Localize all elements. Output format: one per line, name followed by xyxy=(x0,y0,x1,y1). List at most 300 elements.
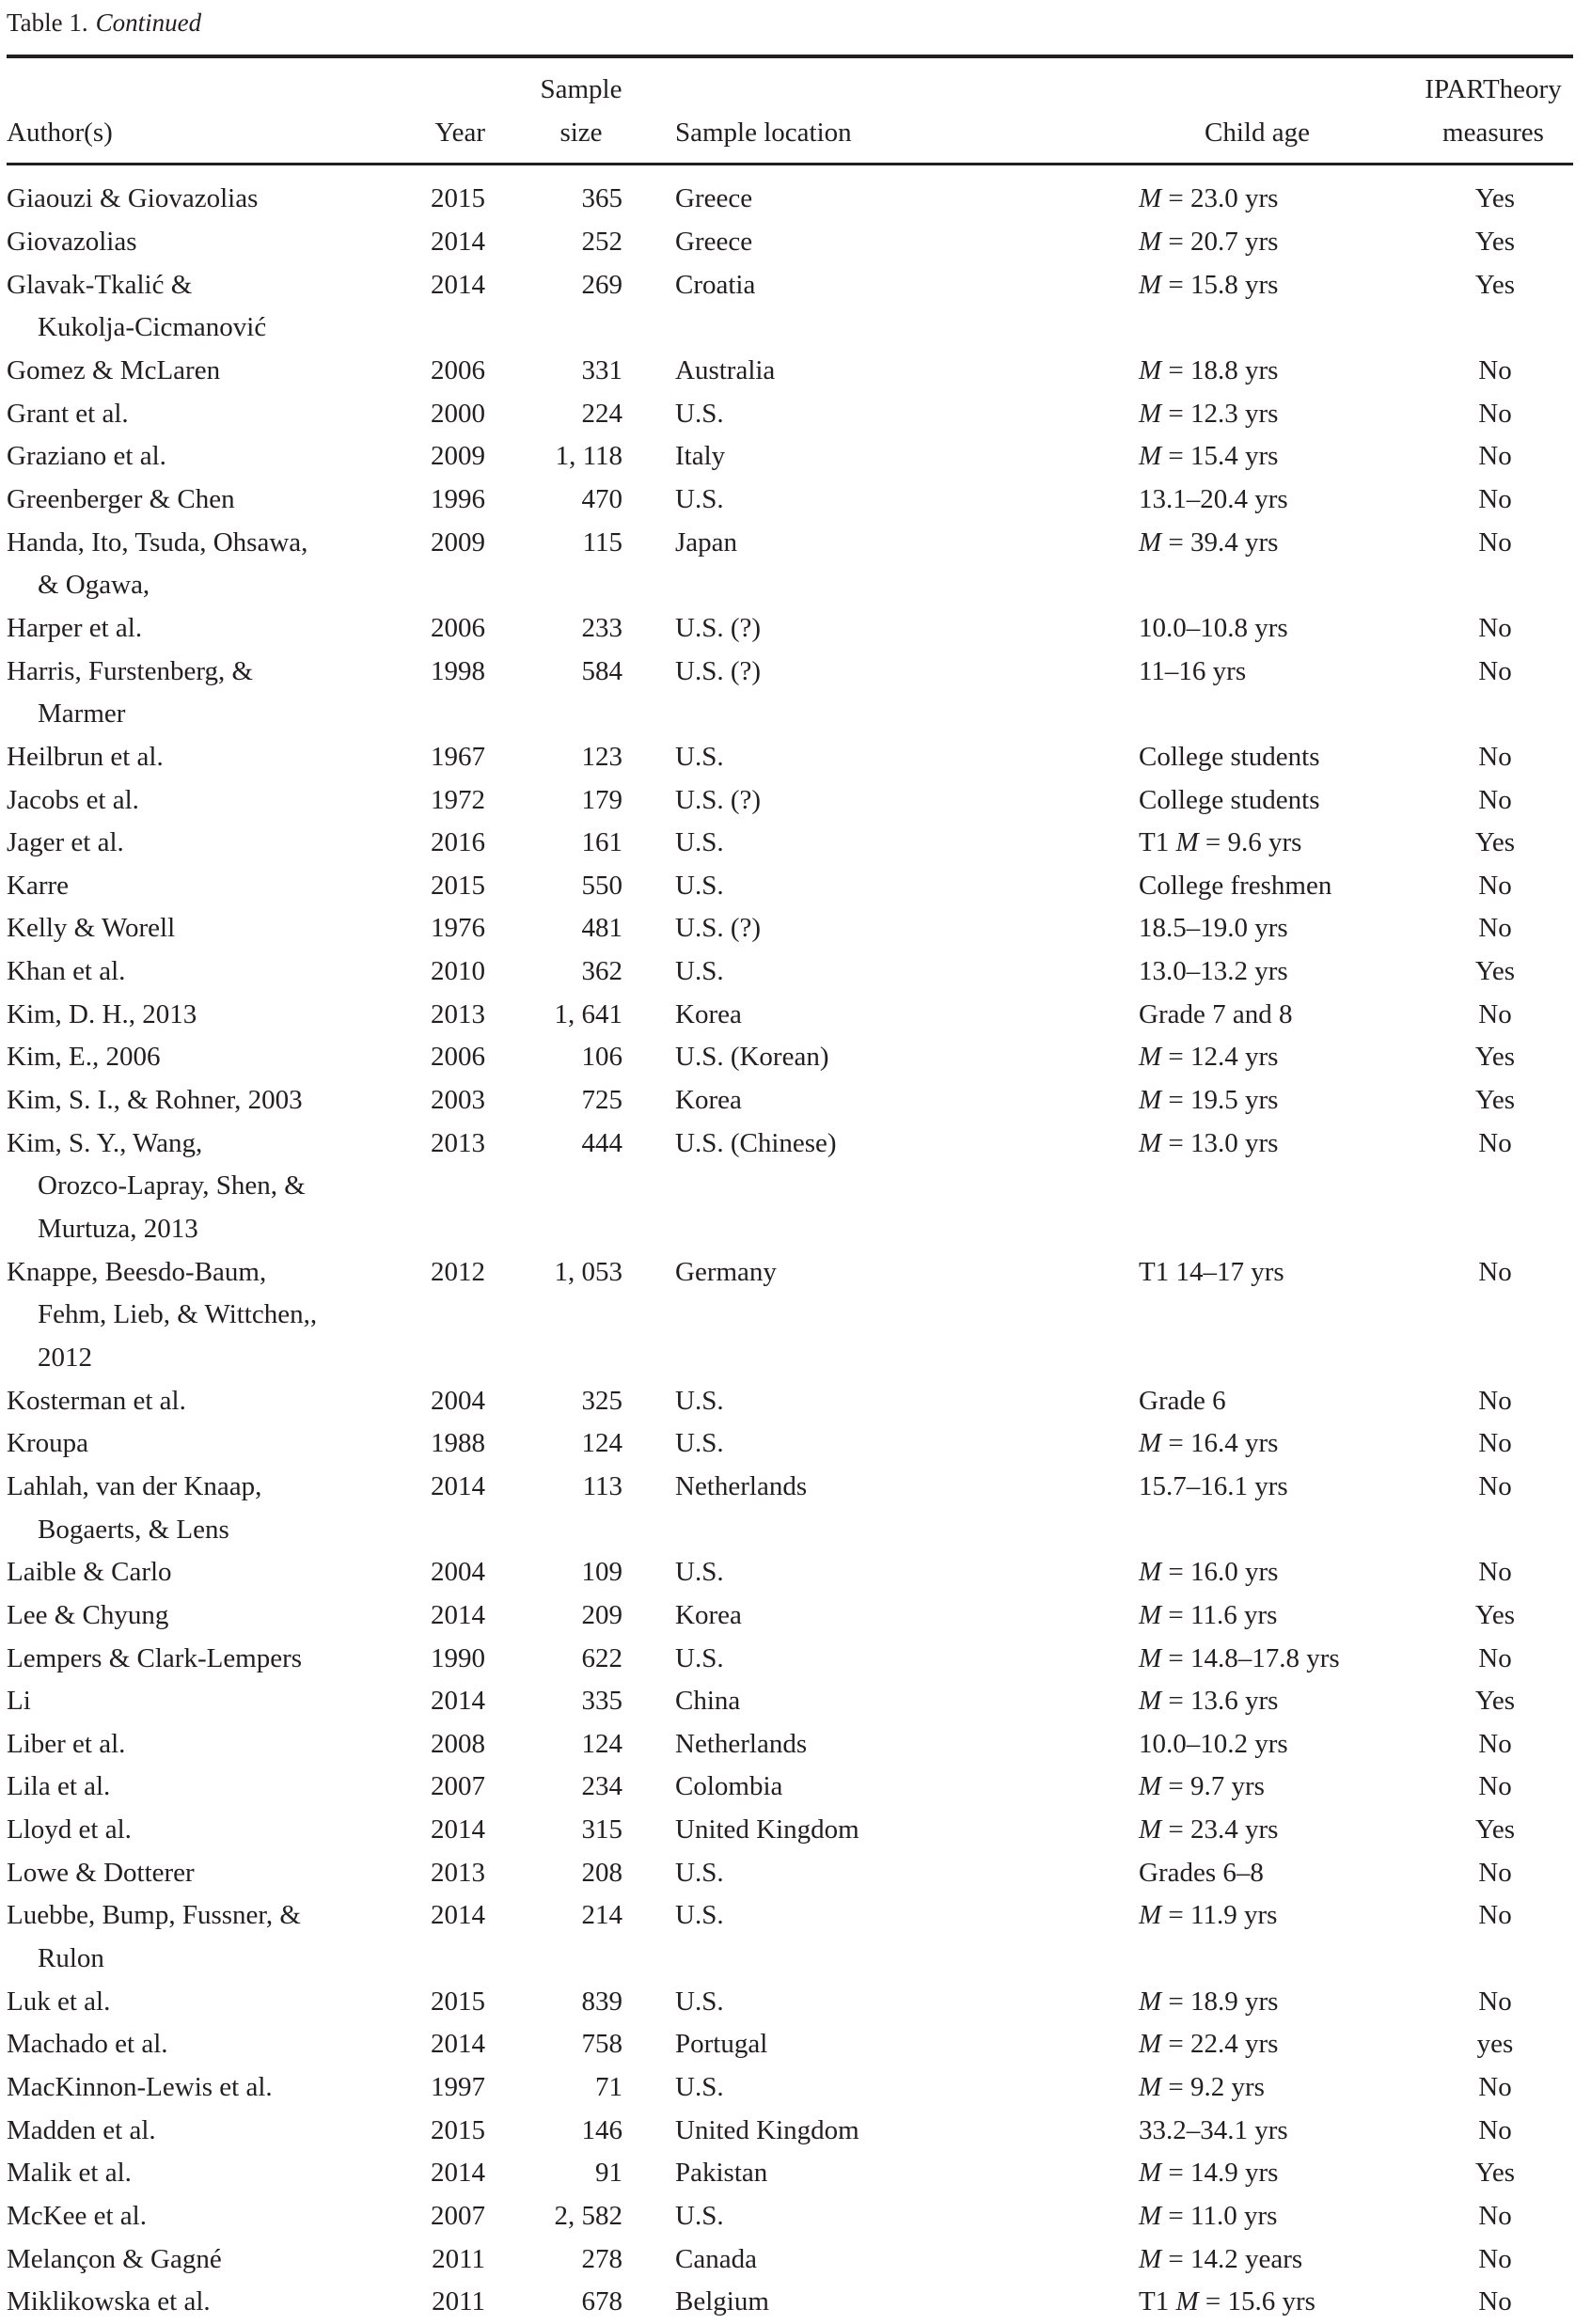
ipartheory-measures-cell: No xyxy=(1478,1557,1512,1588)
sample-location-cell: Italy xyxy=(675,441,726,472)
mean-symbol: M xyxy=(1139,269,1162,300)
age-value: = 15.8 yrs xyxy=(1161,269,1279,300)
author-cell: Malik et al. xyxy=(7,2158,132,2189)
sample-location-cell: U.S. xyxy=(675,398,724,429)
author-cell: Lila et al. xyxy=(7,1771,111,1802)
age-value: = 22.4 yrs xyxy=(1161,2029,1279,2060)
sample-location-cell: U.S. xyxy=(675,1557,724,1588)
mean-symbol: M xyxy=(1175,827,1199,858)
age-value: = 14.9 yrs xyxy=(1161,2158,1279,2189)
sample-size-cell: 335 xyxy=(581,1686,622,1717)
year-cell: 2004 xyxy=(431,1557,485,1588)
sample-size-cell: 214 xyxy=(581,1900,622,1931)
age-value: = 12.4 yrs xyxy=(1161,1042,1279,1073)
author-cell: Harris, Furstenberg, & xyxy=(7,655,254,686)
ipartheory-measures-cell: Yes xyxy=(1474,827,1516,858)
age-value: = 20.7 yrs xyxy=(1161,227,1279,258)
sample-location-cell: Germany xyxy=(675,1256,777,1287)
child-age-cell xyxy=(1139,950,1288,994)
author-cell: Glavak-Tkalić & xyxy=(7,269,193,300)
child-age-cell xyxy=(1139,607,1288,651)
year-cell: 2012 xyxy=(431,1256,485,1287)
year-cell: 2015 xyxy=(431,870,485,901)
age-value: = 14.2 years xyxy=(1161,2243,1303,2274)
child-age-cell xyxy=(1139,907,1288,950)
author-cell: Kim, S. I., & Rohner, 2003 xyxy=(7,1085,303,1116)
author-cell: McKee et al. xyxy=(7,2200,147,2231)
sample-size-cell: 325 xyxy=(581,1385,622,1416)
author-cell: Lahlah, van der Knaap, xyxy=(7,1470,262,1501)
year-cell: 1972 xyxy=(431,784,485,815)
year-cell: 2006 xyxy=(431,612,485,643)
author-cell: Kelly & Worell xyxy=(7,913,176,944)
mean-symbol: M xyxy=(1139,1900,1162,1931)
sample-location-cell: U.S. xyxy=(675,1642,724,1673)
author-cell: Kroupa xyxy=(7,1428,88,1459)
ipartheory-measures-cell: No xyxy=(1478,784,1512,815)
child-age-cell xyxy=(1139,350,1278,393)
sample-location-cell: Korea xyxy=(675,998,742,1029)
child-age-cell xyxy=(1139,1680,1278,1723)
sample-size-cell: 123 xyxy=(581,741,622,772)
author-cell-continuation: Orozco-Lapray, Shen, & xyxy=(38,1170,306,1201)
year-cell: 2013 xyxy=(431,1857,485,1888)
age-value: 13.1–20.4 yrs xyxy=(1139,483,1288,514)
age-value: = 9.6 yrs xyxy=(1198,827,1302,858)
sample-location-cell: United Kingdom xyxy=(675,1814,859,1845)
ipartheory-measures-cell: Yes xyxy=(1474,1599,1516,1630)
header-sample-location: Sample location xyxy=(675,118,852,148)
header-child-age: Child age xyxy=(1205,118,1310,148)
age-value: 18.5–19.0 yrs xyxy=(1139,913,1288,944)
child-age-cell xyxy=(1139,2023,1278,2066)
ipartheory-measures-cell: Yes xyxy=(1474,269,1516,300)
ipartheory-measures-cell: No xyxy=(1478,1256,1512,1287)
year-cell: 2006 xyxy=(431,355,485,385)
child-age-cell xyxy=(1139,865,1331,908)
author-cell: Harper et al. xyxy=(7,612,143,643)
child-age-cell xyxy=(1139,2110,1288,2153)
header-rule xyxy=(7,163,1573,165)
year-cell: 2015 xyxy=(431,1986,485,2017)
ipartheory-measures-cell: Yes xyxy=(1474,183,1516,214)
author-cell: Lowe & Dotterer xyxy=(7,1857,195,1888)
age-value: 10.0–10.2 yrs xyxy=(1139,1728,1288,1759)
sample-location-cell: U.S. xyxy=(675,870,724,901)
sample-size-cell: 678 xyxy=(581,2286,622,2317)
child-age-cell xyxy=(1139,1551,1278,1594)
ipartheory-measures-cell: No xyxy=(1478,398,1512,429)
ipartheory-measures-cell: No xyxy=(1478,441,1512,472)
sample-size-cell: 725 xyxy=(581,1085,622,1116)
child-age-cell xyxy=(1139,2238,1302,2282)
age-value: 11–16 yrs xyxy=(1139,655,1247,686)
age-value: = 19.5 yrs xyxy=(1161,1085,1279,1116)
year-cell: 1988 xyxy=(431,1428,485,1459)
sample-size-cell: 91 xyxy=(595,2158,622,2189)
year-cell: 2010 xyxy=(431,956,485,987)
author-cell: Laible & Carlo xyxy=(7,1557,172,1588)
child-age-cell xyxy=(1139,1809,1278,1852)
year-cell: 1996 xyxy=(431,483,485,514)
sample-size-cell: 481 xyxy=(581,913,622,944)
child-age-cell xyxy=(1139,1079,1278,1123)
child-age-cell xyxy=(1139,1766,1265,1809)
author-cell: Li xyxy=(7,1686,31,1717)
ipartheory-measures-cell: No xyxy=(1478,1385,1512,1416)
child-age-cell xyxy=(1139,779,1320,823)
ipartheory-measures-cell: No xyxy=(1478,1127,1512,1158)
year-cell: 1990 xyxy=(431,1642,485,1673)
sample-size-cell: 1, 118 xyxy=(555,441,622,472)
sample-size-cell: 124 xyxy=(581,1728,622,1759)
child-age-cell xyxy=(1139,393,1278,436)
year-cell: 2014 xyxy=(431,269,485,300)
author-cell: Greenberger & Chen xyxy=(7,483,235,514)
mean-symbol: M xyxy=(1139,398,1162,429)
sample-location-cell: U.S. (Korean) xyxy=(675,1042,829,1073)
sample-size-cell: 233 xyxy=(581,612,622,643)
ipartheory-measures-cell: No xyxy=(1478,1428,1512,1459)
mean-symbol: M xyxy=(1139,2072,1162,2102)
age-value: = 14.8–17.8 yrs xyxy=(1161,1642,1340,1673)
author-cell: Kim, E., 2006 xyxy=(7,1042,161,1073)
sample-location-cell: U.S. xyxy=(675,1428,724,1459)
sample-size-cell: 331 xyxy=(581,355,622,385)
age-value: College freshmen xyxy=(1139,870,1332,901)
mean-symbol: M xyxy=(1139,1814,1162,1845)
child-age-cell xyxy=(1139,1894,1277,1938)
age-value: = 13.6 yrs xyxy=(1161,1686,1279,1717)
table-caption xyxy=(7,8,201,38)
child-age-cell xyxy=(1139,522,1278,565)
ipartheory-measures-cell: Yes xyxy=(1474,227,1516,258)
sample-size-cell: 758 xyxy=(581,2029,622,2060)
ipartheory-measures-cell: No xyxy=(1478,998,1512,1029)
mean-symbol: M xyxy=(1139,1042,1162,1073)
mean-symbol: M xyxy=(1139,1771,1162,1802)
child-age-cell xyxy=(1139,1251,1284,1295)
sample-size-cell: 208 xyxy=(581,1857,622,1888)
sample-location-cell: Australia xyxy=(675,355,776,385)
ipartheory-measures-cell: No xyxy=(1478,1470,1512,1501)
child-age-cell xyxy=(1139,1594,1277,1638)
ipartheory-measures-cell: Yes xyxy=(1474,1042,1516,1073)
ipartheory-measures-cell: No xyxy=(1478,2072,1512,2102)
age-value: = 9.7 yrs xyxy=(1161,1771,1265,1802)
author-cell: Jager et al. xyxy=(7,827,124,858)
sample-location-cell: U.S. xyxy=(675,956,724,987)
age-value: Grades 6–8 xyxy=(1139,1857,1264,1888)
year-cell: 2006 xyxy=(431,1042,485,1073)
year-cell: 2011 xyxy=(432,2243,485,2274)
author-cell: MacKinnon-Lewis et al. xyxy=(7,2072,273,2102)
age-prefix: T1 xyxy=(1139,827,1176,858)
age-prefix: T1 xyxy=(1139,2286,1176,2317)
sample-size-cell: 315 xyxy=(581,1814,622,1845)
sample-location-cell: U.S. (?) xyxy=(675,913,762,944)
ipartheory-measures-cell: No xyxy=(1478,2114,1512,2145)
sample-location-cell: U.S. xyxy=(675,1385,724,1416)
mean-symbol: M xyxy=(1139,2243,1162,2274)
sample-location-cell: U.S. xyxy=(675,827,724,858)
author-cell: Machado et al. xyxy=(7,2029,168,2060)
age-value: = 18.9 yrs xyxy=(1161,1986,1279,2017)
sample-location-cell: U.S. (?) xyxy=(675,612,762,643)
year-cell: 1997 xyxy=(431,2072,485,2102)
author-cell: Giovazolias xyxy=(7,227,137,258)
year-cell: 1998 xyxy=(431,655,485,686)
mean-symbol: M xyxy=(1139,227,1162,258)
sample-size-cell: 146 xyxy=(581,2114,622,2145)
top-rule xyxy=(7,55,1573,58)
year-cell: 2013 xyxy=(431,1127,485,1158)
sample-size-cell: 362 xyxy=(581,956,622,987)
age-value: = 16.0 yrs xyxy=(1161,1557,1279,1588)
year-cell: 2016 xyxy=(431,827,485,858)
ipartheory-measures-cell: No xyxy=(1478,1728,1512,1759)
sample-location-cell: Netherlands xyxy=(675,1728,808,1759)
child-age-cell xyxy=(1139,1981,1278,2024)
sample-size-cell: 269 xyxy=(581,269,622,300)
author-cell: Knappe, Beesdo-Baum, xyxy=(7,1256,267,1287)
author-cell: Melançon & Gagné xyxy=(7,2243,222,2274)
author-cell: Lee & Chyung xyxy=(7,1599,169,1630)
age-value: = 11.9 yrs xyxy=(1161,1900,1278,1931)
author-cell: Khan et al. xyxy=(7,956,126,987)
year-cell: 2014 xyxy=(431,227,485,258)
ipartheory-measures-cell: No xyxy=(1478,2200,1512,2231)
sample-size-cell: 1, 641 xyxy=(554,998,622,1029)
author-cell: Luk et al. xyxy=(7,1986,111,2017)
author-cell: Kim, S. Y., Wang, xyxy=(7,1127,203,1158)
year-cell: 2007 xyxy=(431,2200,485,2231)
year-cell: 2014 xyxy=(431,1814,485,1845)
year-cell: 2007 xyxy=(431,1771,485,1802)
mean-symbol: M xyxy=(1139,441,1162,472)
child-age-cell xyxy=(1139,178,1278,221)
ipartheory-measures-cell: No xyxy=(1478,1986,1512,2017)
ipartheory-measures-cell: Yes xyxy=(1474,2158,1516,2189)
child-age-cell xyxy=(1139,2281,1315,2324)
ipartheory-measures-cell: No xyxy=(1478,1900,1512,1931)
child-age-cell xyxy=(1139,1036,1278,1079)
table-continued-label: Continued xyxy=(95,8,202,37)
year-cell: 1967 xyxy=(431,741,485,772)
mean-symbol: M xyxy=(1139,1557,1162,1588)
child-age-cell xyxy=(1139,994,1292,1037)
header-author: Author(s) xyxy=(7,118,113,148)
age-value: T1 14–17 yrs xyxy=(1139,1256,1284,1287)
age-value: 15.7–16.1 yrs xyxy=(1139,1470,1288,1501)
author-cell-continuation: Rulon xyxy=(38,1943,104,1974)
author-cell: Miklikowska et al. xyxy=(7,2286,211,2317)
age-value: 10.0–10.8 yrs xyxy=(1139,612,1288,643)
ipartheory-measures-cell: No xyxy=(1478,1771,1512,1802)
year-cell: 2000 xyxy=(431,398,485,429)
sample-size-cell: 470 xyxy=(581,483,622,514)
sample-location-cell: China xyxy=(675,1686,741,1717)
sample-location-cell: Pakistan xyxy=(675,2158,768,2189)
sample-location-cell: Korea xyxy=(675,1085,742,1116)
author-cell: Luebbe, Bump, Fussner, & xyxy=(7,1900,301,1931)
sample-size-cell: 234 xyxy=(581,1771,622,1802)
year-cell: 2014 xyxy=(431,1599,485,1630)
child-age-cell xyxy=(1139,2195,1277,2238)
author-cell-continuation: Marmer xyxy=(38,699,126,730)
header-ipar-line1: IPARTheory xyxy=(1425,74,1562,104)
sample-location-cell: Japan xyxy=(675,526,738,557)
sample-location-cell: U.S. xyxy=(675,1900,724,1931)
author-cell-continuation: Kukolja-Cicmanović xyxy=(38,312,267,343)
ipartheory-measures-cell: yes xyxy=(1476,2029,1514,2060)
sample-size-cell: 444 xyxy=(581,1127,622,1158)
sample-location-cell: Netherlands xyxy=(675,1470,808,1501)
age-value: = 23.4 yrs xyxy=(1161,1814,1279,1845)
author-cell: Liber et al. xyxy=(7,1728,126,1759)
author-cell: Kim, D. H., 2013 xyxy=(7,998,197,1029)
table-number: Table 1. xyxy=(7,8,88,37)
year-cell: 2009 xyxy=(431,526,485,557)
ipartheory-measures-cell: No xyxy=(1478,655,1512,686)
mean-symbol: M xyxy=(1139,2200,1162,2231)
mean-symbol: M xyxy=(1139,2158,1162,2189)
sample-location-cell: U.S. (?) xyxy=(675,655,762,686)
mean-symbol: M xyxy=(1139,1127,1162,1158)
author-cell: Gomez & McLaren xyxy=(7,355,221,385)
author-cell: Kosterman et al. xyxy=(7,1385,186,1416)
sample-location-cell: U.S. xyxy=(675,2200,724,2231)
sample-location-cell: Portugal xyxy=(675,2029,768,2060)
year-cell: 2014 xyxy=(431,1900,485,1931)
sample-size-cell: 179 xyxy=(581,784,622,815)
age-value: = 15.4 yrs xyxy=(1161,441,1279,472)
sample-size-cell: 2, 582 xyxy=(554,2200,622,2231)
sample-size-cell: 278 xyxy=(581,2243,622,2274)
author-cell-continuation: & Ogawa, xyxy=(38,570,150,601)
mean-symbol: M xyxy=(1139,1085,1162,1116)
sample-size-cell: 550 xyxy=(581,870,622,901)
age-value: Grade 6 xyxy=(1139,1385,1226,1416)
ipartheory-measures-cell: No xyxy=(1478,355,1512,385)
ipartheory-measures-cell: No xyxy=(1478,870,1512,901)
ipartheory-measures-cell: No xyxy=(1478,2243,1512,2274)
sample-size-cell: 252 xyxy=(581,227,622,258)
child-age-cell xyxy=(1139,2152,1278,2195)
ipartheory-measures-cell: No xyxy=(1478,1642,1512,1673)
child-age-cell xyxy=(1139,479,1288,522)
age-value: = 23.0 yrs xyxy=(1161,183,1279,214)
sample-location-cell: U.S. xyxy=(675,1857,724,1888)
child-age-cell xyxy=(1139,264,1278,307)
child-age-cell xyxy=(1139,736,1320,779)
author-cell: Handa, Ito, Tsuda, Ohsawa, xyxy=(7,526,308,557)
age-value: = 11.0 yrs xyxy=(1161,2200,1278,2231)
year-cell: 2003 xyxy=(431,1085,485,1116)
author-cell: Grant et al. xyxy=(7,398,129,429)
child-age-cell xyxy=(1139,2066,1265,2110)
year-cell: 2014 xyxy=(431,2029,485,2060)
header-year: Year xyxy=(434,118,485,148)
sample-location-cell: Greece xyxy=(675,183,753,214)
age-value: = 12.3 yrs xyxy=(1161,398,1279,429)
author-cell: Jacobs et al. xyxy=(7,784,139,815)
author-cell: Lloyd et al. xyxy=(7,1814,132,1845)
year-cell: 2009 xyxy=(431,441,485,472)
sample-location-cell: U.S. xyxy=(675,741,724,772)
ipartheory-measures-cell: No xyxy=(1478,483,1512,514)
age-value: = 15.6 yrs xyxy=(1198,2286,1315,2317)
sample-size-cell: 161 xyxy=(581,827,622,858)
mean-symbol: M xyxy=(1139,1599,1162,1630)
ipartheory-measures-cell: Yes xyxy=(1474,1085,1516,1116)
mean-symbol: M xyxy=(1139,1686,1162,1717)
age-value: = 39.4 yrs xyxy=(1161,526,1279,557)
ipartheory-measures-cell: Yes xyxy=(1474,1686,1516,1717)
age-value: College students xyxy=(1139,741,1320,772)
ipartheory-measures-cell: No xyxy=(1478,612,1512,643)
year-cell: 2014 xyxy=(431,1470,485,1501)
ipartheory-measures-cell: No xyxy=(1478,2286,1512,2317)
mean-symbol: M xyxy=(1139,1986,1162,2017)
mean-symbol: M xyxy=(1175,2286,1199,2317)
age-value: College students xyxy=(1139,784,1320,815)
mean-symbol: M xyxy=(1139,355,1162,385)
sample-size-cell: 106 xyxy=(581,1042,622,1073)
sample-size-cell: 124 xyxy=(581,1428,622,1459)
child-age-cell xyxy=(1139,1466,1288,1509)
child-age-cell xyxy=(1139,435,1278,479)
author-cell: Karre xyxy=(7,870,70,901)
mean-symbol: M xyxy=(1139,1642,1162,1673)
child-age-cell xyxy=(1139,1380,1226,1423)
author-cell-continuation: Fehm, Lieb, & Wittchen,, xyxy=(38,1299,318,1330)
sample-size-cell: 584 xyxy=(581,655,622,686)
year-cell: 1976 xyxy=(431,913,485,944)
year-cell: 2004 xyxy=(431,1385,485,1416)
age-value: 33.2–34.1 yrs xyxy=(1139,2114,1288,2145)
sample-location-cell: U.S. (?) xyxy=(675,784,762,815)
child-age-cell xyxy=(1139,1123,1278,1166)
author-cell: Graziano et al. xyxy=(7,441,166,472)
header-ipar-line2: measures xyxy=(1442,118,1544,148)
year-cell: 2011 xyxy=(432,2286,485,2317)
year-cell: 2014 xyxy=(431,2158,485,2189)
sample-location-cell: U.S. xyxy=(675,2072,724,2102)
age-value: = 9.2 yrs xyxy=(1161,2072,1265,2102)
year-cell: 2008 xyxy=(431,1728,485,1759)
sample-location-cell: Colombia xyxy=(675,1771,783,1802)
sample-location-cell: U.S. xyxy=(675,1986,724,2017)
sample-location-cell: Greece xyxy=(675,227,753,258)
ipartheory-measures-cell: Yes xyxy=(1474,1814,1516,1845)
sample-location-cell: Canada xyxy=(675,2243,757,2274)
ipartheory-measures-cell: No xyxy=(1478,913,1512,944)
sample-size-cell: 622 xyxy=(581,1642,622,1673)
sample-location-cell: U.S. xyxy=(675,483,724,514)
author-cell-continuation: Murtuza, 2013 xyxy=(38,1214,198,1244)
sample-size-cell: 365 xyxy=(581,183,622,214)
author-cell: Lempers & Clark-Lempers xyxy=(7,1642,303,1673)
ipartheory-measures-cell: No xyxy=(1478,1857,1512,1888)
year-cell: 2015 xyxy=(431,2114,485,2145)
sample-size-cell: 113 xyxy=(582,1470,622,1501)
sample-location-cell: Belgium xyxy=(675,2286,769,2317)
author-cell-continuation: Bogaerts, & Lens xyxy=(38,1514,229,1545)
year-cell: 2014 xyxy=(431,1686,485,1717)
sample-size-cell: 209 xyxy=(581,1599,622,1630)
sample-location-cell: Korea xyxy=(675,1599,742,1630)
